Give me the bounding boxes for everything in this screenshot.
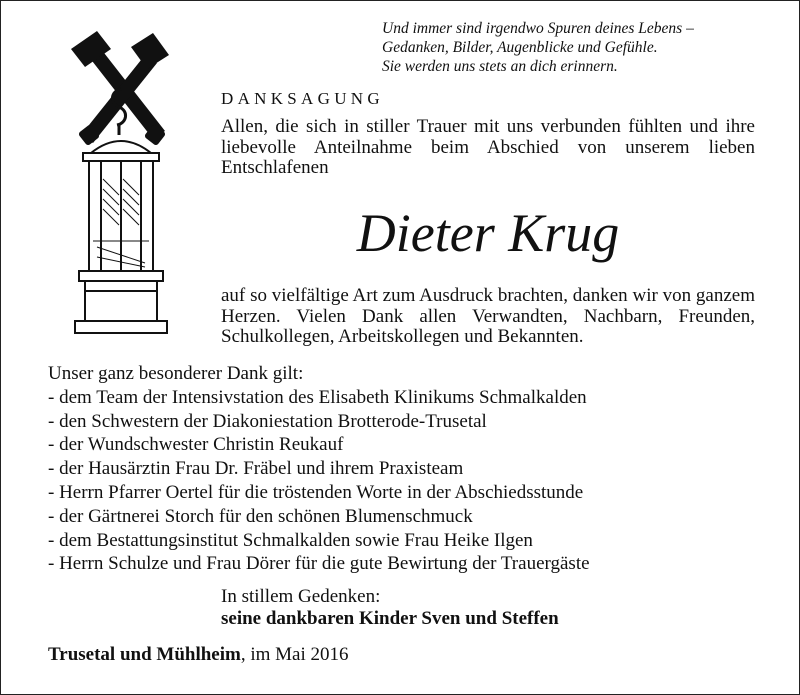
closing-line: In stillem Gedenken: [221,586,381,607]
list-item: - Herrn Pfarrer Oertel für die tröstenden Worte in der Abschiedsstunde [48,481,584,503]
signatories: seine dankbaren Kinder Sven und Steffen [221,608,559,629]
quote-line: Sie werden uns stets an dich erinnern. [382,58,618,75]
quote-line: Gedanken, Bilder, Augenblicke und Gefühle. [382,39,658,56]
place-and-date [48,644,349,666]
quote-line: Und immer sind irgendwo Spuren deines Lebens – [382,20,694,37]
thanks-text: auf so vielfältige Art zum Ausdruck brachten, danken wir von ganzem Herzen. Vielen Dank allen Verwandten, Nachbarn, Freunden, Schulkollegen, Arbeitskollegen und Bekannten. [221,285,755,347]
special-thanks [48,362,788,576]
list-item: - der Wundschwester Christin Reukauf [48,434,344,456]
special-thanks-title: Unser ganz besonderer Dank gilt: [48,363,304,384]
closing-block [221,586,559,630]
places: Trusetal und Mühlheim [48,644,241,665]
intro-text: Allen, die sich in stiller Trauer mit uns verbunden fühlten und ihre liebevolle Anteilnahme beim Abschied von unserem lieben Entschlafenen [221,116,755,178]
miner-lamp-hammers-icon [61,29,181,349]
deceased-name: Dieter Krug [356,203,620,263]
list-item: - der Gärtnerei Storch für den schönen Blumenschmuck [48,505,473,527]
date: , im Mai 2016 [240,644,349,665]
memorial-quote [382,19,782,76]
heading-danksagung: DANKSAGUNG [221,89,384,108]
miner-lamp-icon [75,141,167,333]
list-item: - dem Bestattungsinstitut Schmalkalden sowie Frau Heike Ilgen [48,529,533,551]
list-item: - der Hausärztin Frau Dr. Fräbel und ihrem Praxisteam [48,458,464,480]
list-item: - dem Team der Intensivstation des Elisabeth Klinikums Schmalkalden [48,386,587,408]
list-item: - den Schwestern der Diakoniestation Brotterode-Trusetal [48,410,487,432]
list-item: - Herrn Schulze und Frau Dörer für die gute Bewirtung der Trauergäste [48,553,590,575]
